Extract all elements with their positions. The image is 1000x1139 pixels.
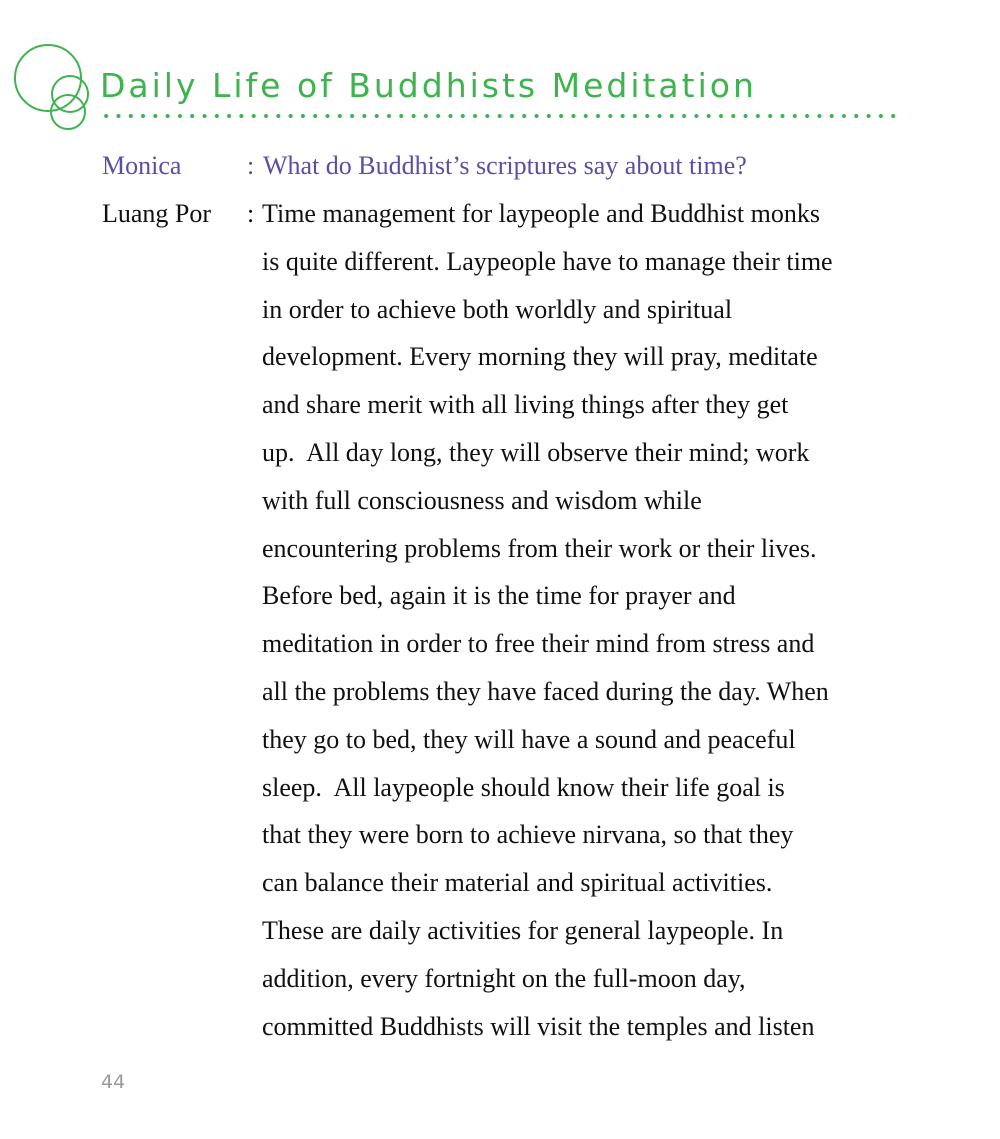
question-speaker: Monica (102, 151, 182, 180)
answer-line: all the problems they have faced during the day. When (262, 676, 829, 706)
answer-text (262, 190, 942, 1050)
answer-speaker: Luang Por (102, 199, 212, 228)
answer-line: Time management for laypeople and Buddhist monks (262, 199, 820, 228)
answer-line: encountering problems from their work or their lives. (262, 533, 817, 563)
answer-line: Before bed, again it is the time for prayer and (262, 581, 736, 611)
answer-line: up. All day long, they will observe their mind; work (262, 437, 810, 467)
page-title: Daily Life of Buddhists Meditation (100, 66, 757, 105)
dotted-divider (100, 113, 900, 119)
answer-line: is quite different. Laypeople have to manage their time (262, 246, 833, 276)
answer-line: sleep. All laypeople should know their life goal is (262, 772, 785, 802)
answer-line: in order to achieve both worldly and spiritual (262, 294, 733, 324)
question-text: What do Buddhist’s scriptures say about time? (263, 151, 747, 180)
answer-line: with full consciousness and wisdom while (262, 485, 702, 515)
page-header (0, 0, 1000, 140)
interlocking-circles-icon (10, 38, 100, 134)
question-separator: : (247, 151, 255, 180)
answer-line: they go to bed, they will have a sound and peaceful (262, 724, 796, 754)
answer-line: These are daily activities for general laypeople. In (262, 915, 784, 945)
answer-line: meditation in order to free their mind from stress and (262, 629, 815, 659)
answer-line: that they were born to achieve nirvana, so that they (262, 820, 794, 850)
page-number: 44 (101, 1071, 126, 1093)
answer-line: committed Buddhists will visit the temples and listen (262, 1011, 815, 1041)
answer-line: and share merit with all living things after they get (262, 390, 789, 420)
answer-line: addition, every fortnight on the full-moon day, (262, 963, 746, 993)
answer-separator: : (247, 199, 255, 228)
answer-line: development. Every morning they will pray, meditate (262, 342, 818, 372)
answer-line: can balance their material and spiritual activities. (262, 868, 773, 898)
